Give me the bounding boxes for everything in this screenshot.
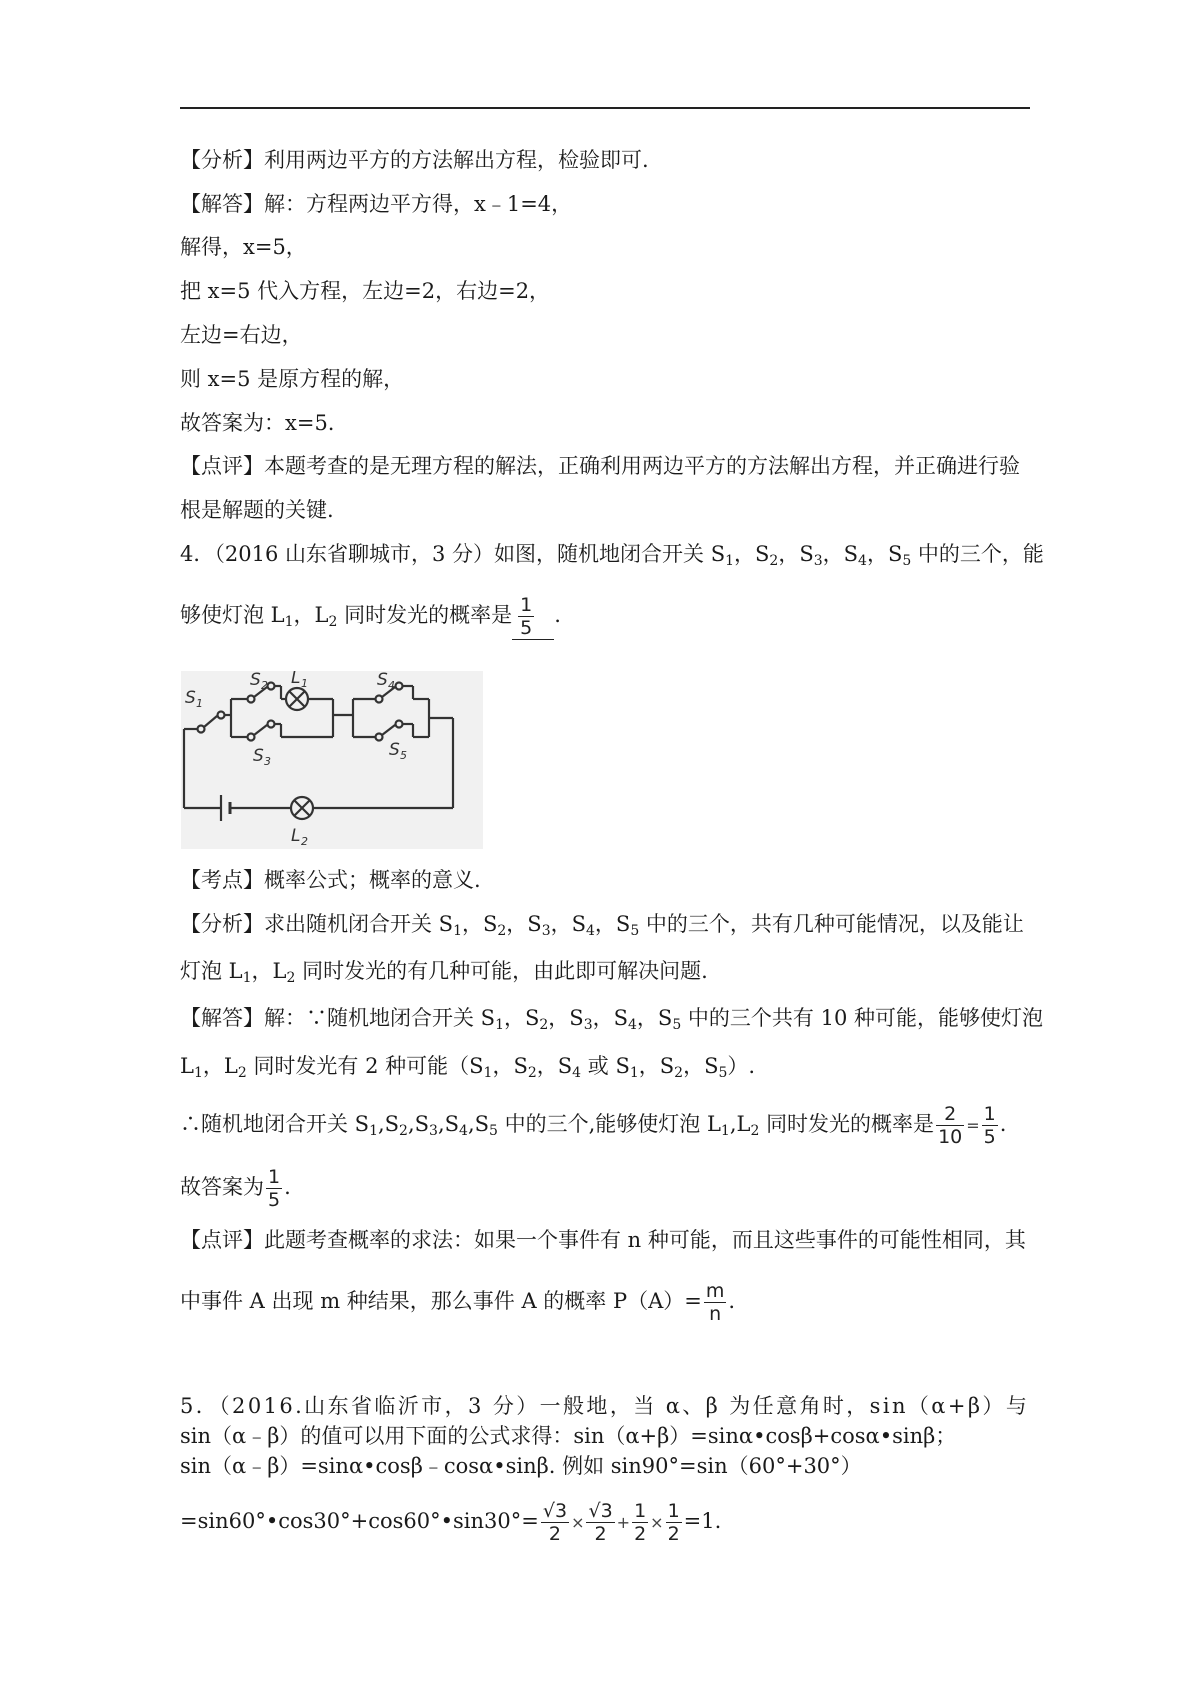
label-S4: S <box>377 671 388 690</box>
label-L2-sub: 2 <box>301 835 308 848</box>
fraction-1-2: $\frac{1}{2}$ <box>634 1500 647 1545</box>
q4-solution-2: $L_1$，$L_2$ 同时发光有 2 种可能（$S_1$，$S_2$，$S_4$ 或 $S_1$，$S_2$，$S_5$）. <box>180 1054 756 1081</box>
solution-step: 解得，x=5， <box>180 235 307 259</box>
q5-line4: =sin60°•cos30°+cos60°•sin30°= $\frac{√3}{2}$ × $\frac{√3}{2}$ + $\frac{1}{2}$ × $\frac{1}{2}$ =1. <box>180 1500 722 1545</box>
label-L1: L <box>291 671 301 688</box>
label-S3-sub: 3 <box>264 755 271 768</box>
q4-comment-2: 中事件 A 出现 m 种结果，那么事件 A 的概率 P（A）= $\frac{m}{n}$ . <box>180 1280 736 1325</box>
fraction-sqrt3-2: $\frac{√3}{2}$ <box>542 1500 568 1545</box>
label-S3: S <box>253 746 264 766</box>
answer-fraction-final: $\frac{1}{5}$ <box>268 1166 281 1211</box>
q4-analysis: 【分析】求出随机闭合开关 $S_1$，$S_2$，$S_3$，$S_4$，$S_5$ 中的三个，共有几种可能情况，以及能让 <box>180 912 1024 939</box>
label-L1-sub: 1 <box>301 677 308 690</box>
q4-analysis-2: 灯泡 $L_1$，$L_2$ 同时发光的有几种可能，由此即可解决问题. <box>180 959 708 986</box>
fraction-2-10: $\frac{2}{10}$ <box>938 1103 963 1148</box>
comment-line: 【点评】本题考查的是无理方程的解法，正确利用两边平方的方法解出方程，并正确进行验 <box>180 454 1020 478</box>
q5-line1: 5．（2016.山东省临沂市，3 分）一般地，当 α、β 为任意角时，sin（α+β）与 <box>180 1394 1030 1418</box>
solution-step: 左边=右边， <box>180 323 303 347</box>
answer-blank <box>512 594 554 640</box>
fraction-m-n: $\frac{m}{n}$ <box>705 1280 725 1325</box>
label-S5: S <box>389 740 400 760</box>
label-S5-sub: 5 <box>400 749 407 762</box>
header-rule <box>180 107 1030 109</box>
solution-step: 则 x=5 是原方程的解， <box>180 367 405 391</box>
q5-line3: sin（α﹣β）=sinα•cosβ﹣cosα•sinβ. 例如 sin90°=sin（60°+30°） <box>180 1454 862 1478</box>
q4-solution: 【解答】解：∵随机地闭合开关 $S_1$，$S_2$，$S_3$，$S_4$，$S_5$ 中的三个共有 10 种可能，能够使灯泡 <box>180 1006 1043 1033</box>
answer-line: 故答案为：x=5. <box>180 411 335 435</box>
label-S2: S <box>250 671 261 690</box>
circuit-diagram <box>181 671 483 849</box>
fraction-1-5: $\frac{1}{5}$ <box>983 1103 996 1148</box>
q4-comment: 【点评】此题考查概率的求法：如果一个事件有 n 种可能，而且这些事件的可能性相同，其 <box>180 1228 1026 1252</box>
q4-answer: 故答案为 $\frac{1}{5}$ . <box>180 1166 291 1211</box>
label-L2: L <box>291 826 301 846</box>
comment-line-2: 根是解题的关键. <box>180 498 334 522</box>
label-S1: S <box>185 688 196 708</box>
q4-line2: 够使灯泡 $L_1$，$L_2$ 同时发光的概率是 $\frac{1}{5}$ . <box>180 594 561 639</box>
label-S2-sub: 2 <box>261 679 268 692</box>
fraction-1-2-b: $\frac{1}{2}$ <box>667 1500 680 1545</box>
label-S1-sub: 1 <box>196 697 203 710</box>
analysis-line: 【分析】利用两边平方的方法解出方程，检验即可. <box>180 148 649 172</box>
answer-fraction: $\frac{1}{5}$ <box>520 594 533 639</box>
solution-step: 把 x=5 代入方程，左边=2，右边=2， <box>180 279 551 303</box>
fraction-sqrt3-2-b: $\frac{√3}{2}$ <box>588 1500 613 1545</box>
q5-line2: sin（α﹣β）的值可以用下面的公式求得：sin（α+β）=sinα•cosβ+cosα•sinβ； <box>180 1424 957 1448</box>
q4-intro: 4．（2016 山东省聊城市，3 分）如图，随机地闭合开关 $S_1$，$S_2$，$S_3$，$S_4$，$S_5$ 中的三个，能 <box>180 542 1044 569</box>
q4-therefore: ∴随机地闭合开关 $S_1,S_2,S_3,S_4,S_5$ 中的三个,能够使灯泡 $L_1,L_2$ 同时发光的概率是 $\frac{2}{10}$ = $\frac{1}{5}$ . <box>180 1103 1007 1148</box>
solution-line: 【解答】解：方程两边平方得，x﹣1=4， <box>180 192 573 216</box>
label-S4-sub: 4 <box>388 679 395 692</box>
q4-kaodian: 【考点】概率公式；概率的意义. <box>180 868 481 892</box>
